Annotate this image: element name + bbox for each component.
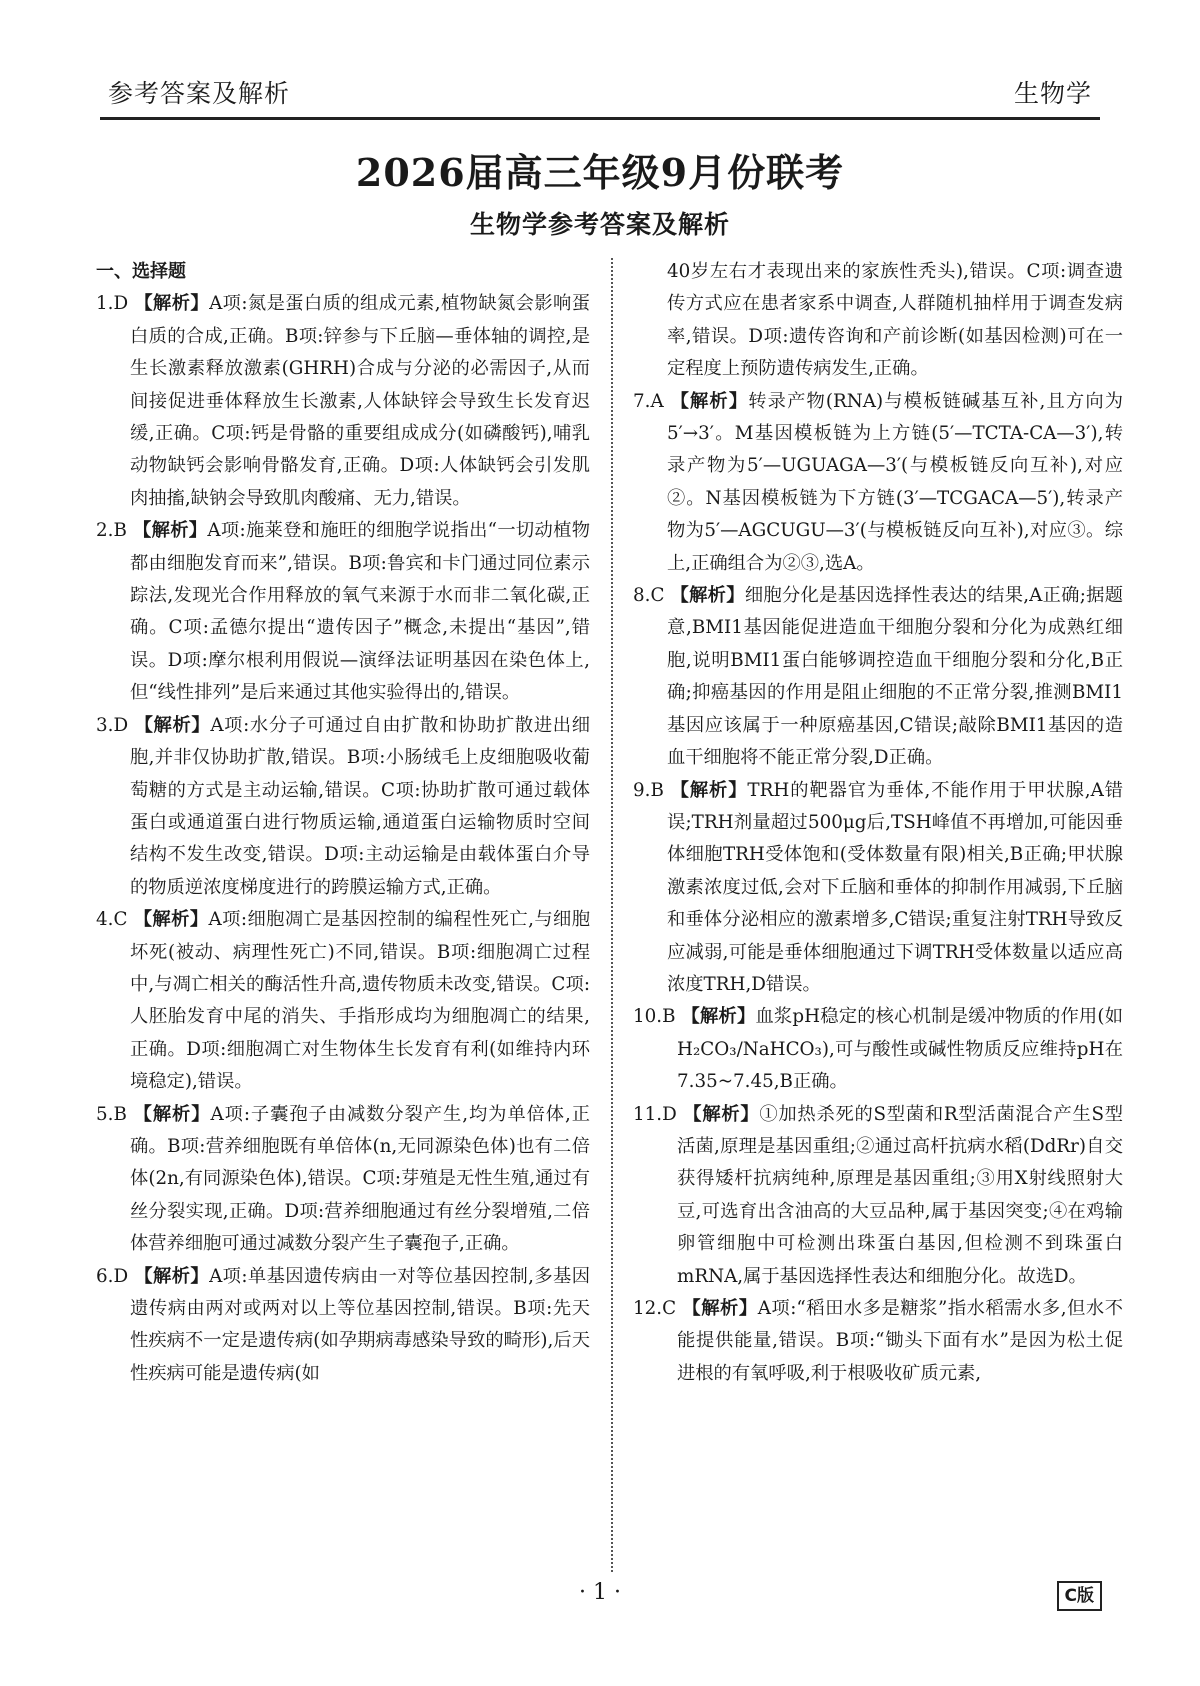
answer-item-9: 9.B 【解析】TRH的靶器官为垂体,不能作用于甲状腺,A错误;TRH剂量超过500μg后,TSH峰值不再增加,可能因垂体细胞TRH受体饱和(受体数量有限)相关,B正确;甲状腺激素浓度过低,会对下丘脑和垂体的抑制作用减弱,下丘脑和垂体分泌相应的激素增多,C错误;重复注射TRH导致反应减弱,可能是垂体细胞通过下调TRH受体数量以适应高浓度TRH,D错误。 xyxy=(633,779,1124,995)
right-column xyxy=(633,256,1123,1390)
answer-item-1: 1.D 【解析】A项:氮是蛋白质的组成元素,植物缺氮会影响蛋白质的合成,正确。B项:锌参与下丘脑—垂体轴的调控,是生长激素释放激素(GHRH)合成与分泌的必需因子,从而间接促进垂体释放生长激素,人体缺锌会导致生长发育迟缓,正确。C项:钙是骨骼的重要组成成分(如磷酸钙),哺乳动物缺钙会影响骨骼发育,正确。D项:人体缺钙会引发肌肉抽搐,缺钠会导致肌肉酸痛、无力,错误。 xyxy=(96,293,591,509)
answer-item-5: 5.B 【解析】A项:子囊孢子由减数分裂产生,均为单倍体,正确。B项:营养细胞既有单倍体(n,无同源染色体)也有二倍体(2n,有同源染色体),错误。C项:芽殖是无性生殖,通过有丝分裂实现,正确。D项:营养细胞通过有丝分裂增殖,二倍体营养细胞可通过减数分裂产生子囊孢子,正确。 xyxy=(96,1103,591,1255)
header-rule xyxy=(100,117,1100,120)
edition-badge: C版 xyxy=(1057,1581,1102,1611)
header-left: 参考答案及解析 xyxy=(108,79,291,108)
answer-item-11: 11.D 【解析】①加热杀死的S型菌和R型活菌混合产生S型活菌,原理是基因重组;②通过高杆抗病水稻(DdRr)自交获得矮杆抗病纯种,原理是基因重组;③用X射线照射大豆,可选育出含油高的大豆品种,属于基因突变;④在鸡输卵管细胞中可检测出珠蛋白基因,但检测不到珠蛋白mRNA,属于基因选择性表达和细胞分化。故选D。 xyxy=(633,1103,1124,1287)
answer-item-4: 4.C 【解析】A项:细胞凋亡是基因控制的编程性死亡,与细胞坏死(被动、病理性死亡)不同,错误。B项:细胞凋亡过程中,与凋亡相关的酶活性升高,遗传物质未改变,错误。C项:人胚胎发育中尾的消失、手指形成均为细胞凋亡的结果,正确。D项:细胞凋亡对生物体生长发育有利(如维持内环境稳定),错误。 xyxy=(96,909,591,1093)
header-right: 生物学 xyxy=(1013,79,1092,108)
column-divider xyxy=(611,258,613,1572)
page-title: 2026届高三年级9月份联考 xyxy=(355,150,845,195)
section-heading: 一、选择题 xyxy=(96,261,186,282)
page-subtitle: 生物学参考答案及解析 xyxy=(469,210,730,239)
answer-item-3: 3.D 【解析】A项:水分子可通过自由扩散和协助扩散进出细胞,并非仅协助扩散,错误。B项:小肠绒毛上皮细胞吸收葡萄糖的方式是主动运输,错误。C项:协助扩散可通过载体蛋白或通道蛋白进行物质运输,通道蛋白运输物质时空间结构不发生改变,错误。D项:主动运输是由载体蛋白介导的物质逆浓度梯度进行的跨膜运输方式,正确。 xyxy=(96,714,591,898)
page-number: · 1 · xyxy=(579,1580,621,1605)
answer-item-6: 6.D 【解析】A项:单基因遗传病由一对等位基因控制,多基因遗传病由两对或两对以上等位基因控制,错误。B项:先天性疾病不一定是遗传病(如孕期病毒感染导致的畸形),后天性疾病可能是遗传病(如 xyxy=(96,1265,591,1384)
answer-item-10: 10.B 【解析】血浆pH稳定的核心机制是缓冲物质的作用(如H₂CO₃/NaHCO₃),可与酸性或碱性物质反应维持pH在7.35~7.45,B正确。 xyxy=(633,1006,1124,1093)
answer-item-7: 7.A 【解析】转录产物(RNA)与模板链碱基互补,且方向为5′→3′。M基因模板链为上方链(5′—TCTA-CA—3′),转录产物为5′—UGUAGA—3′(与模板链反向互补),对应②。N基因模板链为下方链(3′—TCGACA—5′),转录产物为5′—AGCUGU—3′(与模板链反向互补),对应③。综上,正确组合为②③,选A。 xyxy=(633,390,1124,574)
answer-item-12: 12.C 【解析】A项:“稻田水多是糖浆”指水稻需水多,但水不能提供能量,错误。B项:“锄头下面有水”是因为松土促进根的有氧呼吸,利于根吸收矿质元素, xyxy=(633,1298,1124,1384)
answer-item-6-continued: 40岁左右才表现出来的家族性秃头),错误。C项:调查遗传方式应在患者家系中调查,人群随机抽样用于调查发病率,错误。D项:遗传咨询和产前诊断(如基因检测)可在一定程度上预防遗传病发生,正确。 xyxy=(667,261,1123,380)
left-column xyxy=(96,256,590,1390)
answer-item-2: 2.B 【解析】A项:施莱登和施旺的细胞学说指出“一切动植物都由细胞发育而来”,错误。B项:鲁宾和卡门通过同位素示踪法,发现光合作用释放的氧气来源于水而非二氧化碳,正确。C项:孟德尔提出“遗传因子”概念,未提出“基因”,错误。D项:摩尔根利用假说—演绎法证明基因在染色体上,但“线性排列”是后来通过其他实验得出的,错误。 xyxy=(96,520,590,704)
answer-item-8: 8.C 【解析】细胞分化是基因选择性表达的结果,A正确;据题意,BMI1基因能促进造血干细胞分裂和分化为成熟红细胞,说明BMI1蛋白能够调控造血干细胞分裂和分化,B正确;抑癌基因的作用是阻止细胞的不正常分裂,推测BMI1基因应该属于一种原癌基因,C错误;敲除BMI1基因的造血干细胞将不能正常分裂,D正确。 xyxy=(633,585,1124,769)
